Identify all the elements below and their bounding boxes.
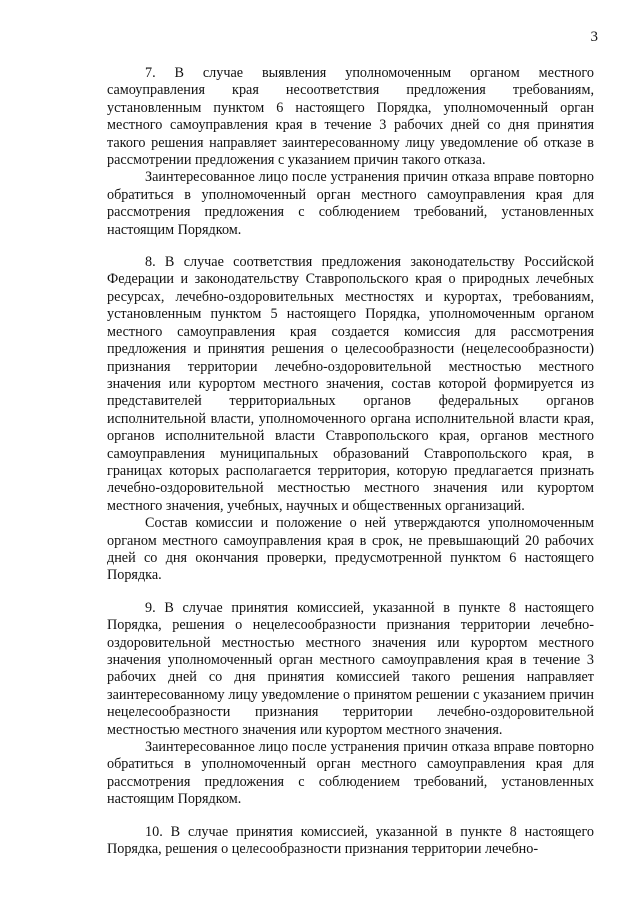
paragraph-8-commission: Состав комиссии и положение о ней утверждаются уполномоченным органом местного самоуправления края в срок, не превышающий 20 рабочих дней со дня окончания проверки, предусмотренной пунктом 6 настоящего Порядка.	[107, 515, 594, 584]
page-number: 3	[590, 29, 598, 45]
paragraph-10: 10. В случае принятия комиссией, указанной в пункте 8 настоящего Порядка, решения о целесообразности признания территории лечебно-	[107, 823, 594, 858]
paragraph-9-resubmission: Заинтересованное лицо после устранения причин отказа вправе повторно обратиться в уполномоченный орган местного самоуправления края для рассмотрения предложения с соблюдением требований, установленных настоящим Порядком.	[107, 739, 594, 808]
document-body	[107, 65, 594, 858]
paragraph-9: 9. В случае принятия комиссией, указанной в пункте 8 настоящего Порядка, решения о нецелесообразности признания территории лечебно-оздоровительной местностью местного значения или курортом местного значения уполномоченный орган местного самоуправления края в течение 3 рабочих дней со дня принятия комиссией такого решения направляет заинтересованному лицу уведомление о принятом решении с указанием причин нецелесообразности признания территории лечебно-оздоровительной местностью местного значения или курортом местного значения.	[107, 599, 594, 738]
paragraph-7-resubmission: Заинтересованное лицо после устранения причин отказа вправе повторно обратиться в уполномоченный орган местного самоуправления края для рассмотрения предложения с соблюдением требований, установленных настоящим Порядком.	[107, 169, 594, 238]
paragraph-8: 8. В случае соответствия предложения законодательству Российской Федерации и законодательству Ставропольского края о природных лечебных ресурсах, лечебно-оздоровительных местностях и курортах, требованиям, установленным пунктом 5 настоящего Порядка, уполномоченным органом местного самоуправления края создается комиссия для рассмотрения предложения и принятия решения о целесообразности (нецелесообразности) признания территории лечебно-оздоровительной местностью местного значения или курортом местного значения, состав которой формируется из представителей территориальных органов федеральных органов исполнительной власти, уполномоченного органа исполнительной власти края, органов исполнительной власти Ставропольского края, органов местного самоуправления муниципальных образований Ставропольского края, в границах которых располагается территория, которую предлагается признать лечебно-оздоровительной местностью местного значения или курортом местного значения, учебных, научных и общественных организаций.	[107, 254, 594, 514]
paragraph-7: 7. В случае выявления уполномоченным органом местного самоуправления края несоответствия предложения требованиям, установленным пунктом 6 настоящего Порядка, уполномоченный орган местного самоуправления края в течение 3 рабочих дней со дня принятия такого решения направляет заинтересованному лицу уведомление об отказе в рассмотрении предложения с указанием причин такого отказа.	[107, 65, 594, 169]
